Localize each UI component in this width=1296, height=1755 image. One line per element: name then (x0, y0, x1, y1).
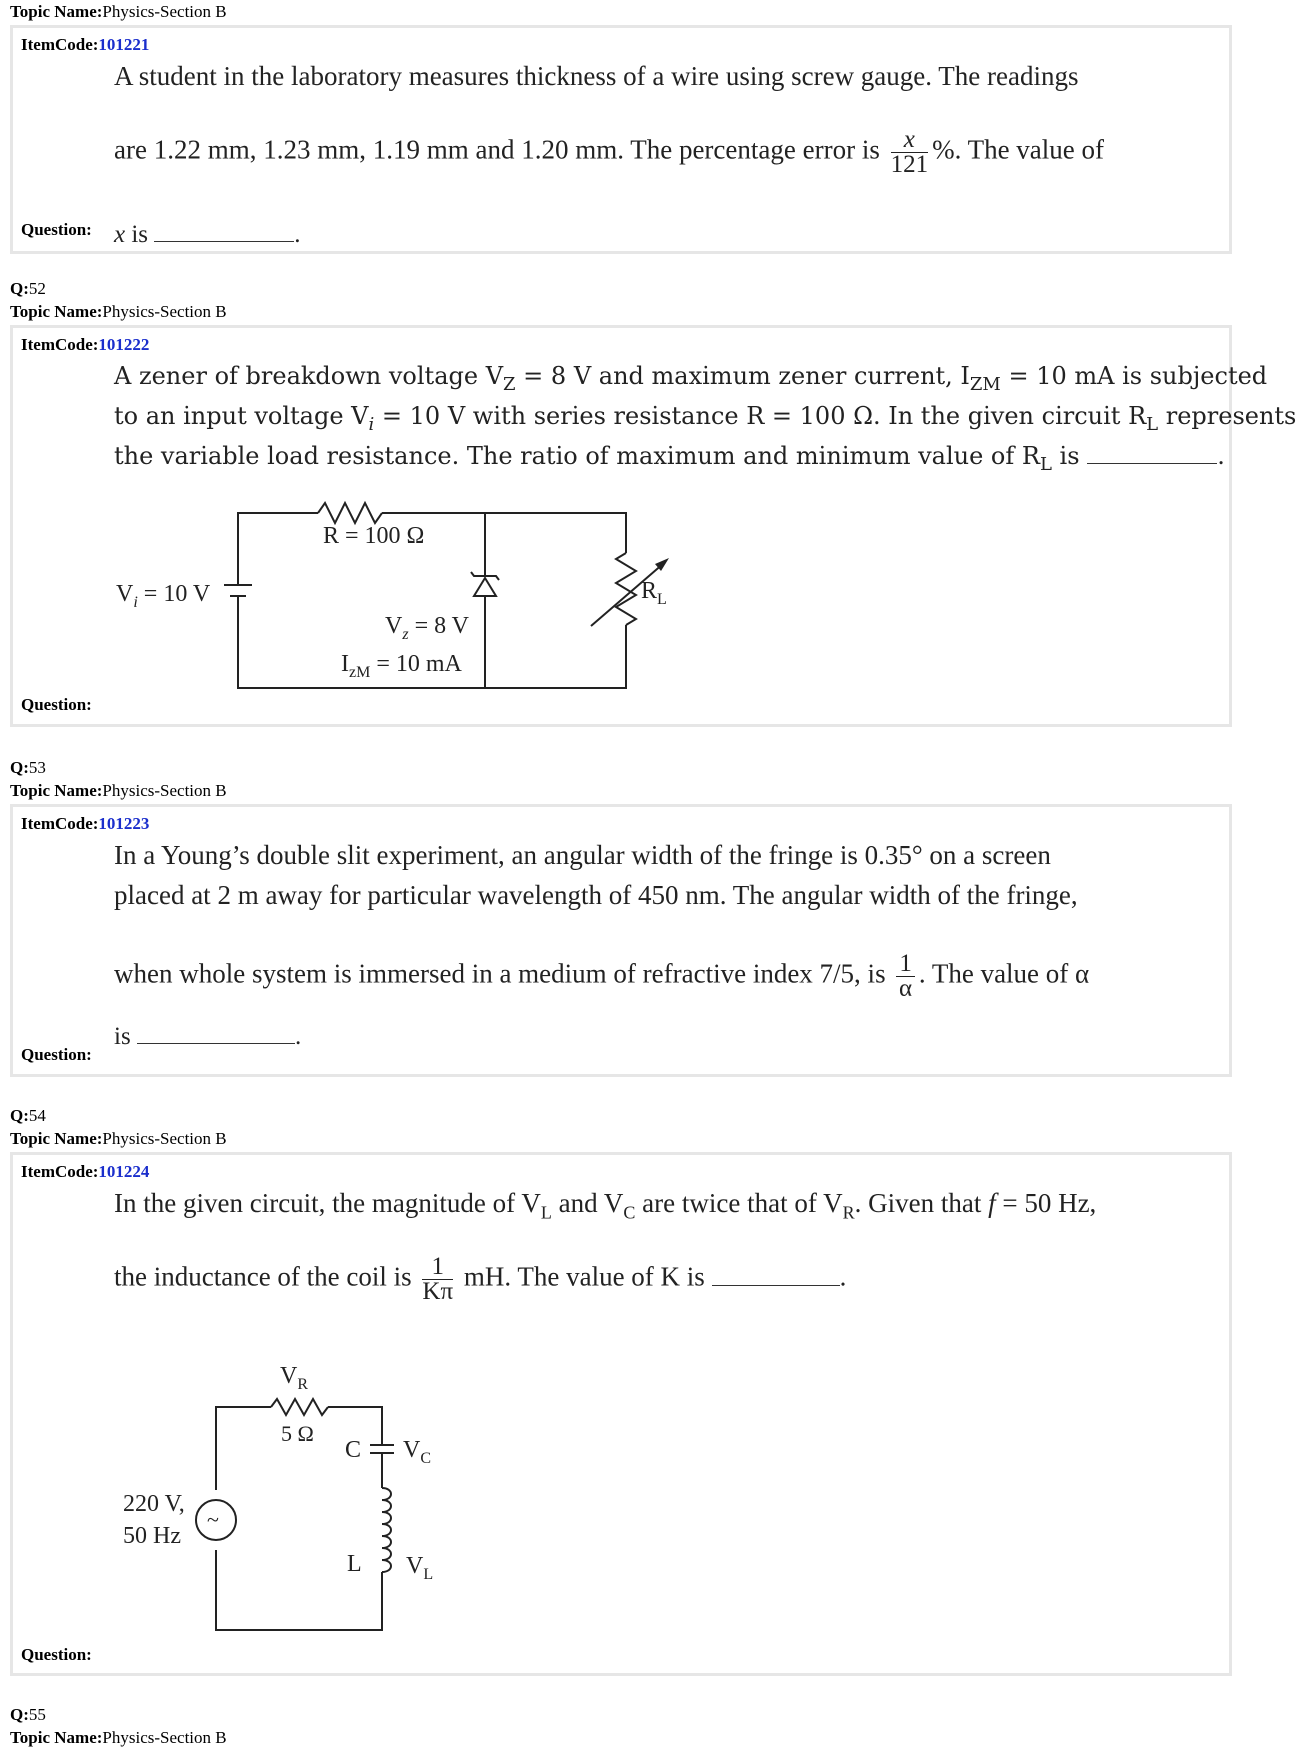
q52-line1: A zener of breakdown voltage $V_Z = 8$ V and maximum zener current, $I_{ZM} = 10$ mA is subjected (114, 362, 1268, 395)
q52-number (10, 279, 46, 299)
wire-top-left (238, 513, 318, 573)
topic-value: Physics-Section B (102, 2, 227, 21)
q53-itemcode (21, 814, 149, 834)
topic-value: Physics-Section B (102, 1129, 227, 1148)
q52-itemcode (21, 335, 149, 355)
izm-label: $I_{zM} = 10$ mA (341, 651, 462, 681)
q-num: 55 (28, 1705, 46, 1724)
answer-blank (712, 1281, 840, 1286)
q-num: 53 (28, 758, 46, 777)
answer-blank (137, 1039, 295, 1044)
q53-line4: is . (114, 1023, 302, 1050)
itemcode-value: 101224 (98, 1162, 150, 1181)
answer-blank (154, 237, 294, 242)
answer-blank (1087, 459, 1217, 464)
zener-circuit-diagram (103, 498, 703, 718)
q51-topic (10, 2, 227, 22)
resistor-r (318, 503, 382, 523)
q51-fraction (891, 128, 929, 177)
q-num: 52 (28, 279, 46, 298)
q51-line2b: %. The value of (932, 134, 1105, 165)
vl-label: $V_L$ (406, 1553, 434, 1583)
q51-card (10, 25, 1232, 254)
q53-number (10, 758, 46, 778)
topic-label: Topic Name: (10, 2, 103, 21)
q51-itemcode (21, 35, 149, 55)
q52-line3: the variable load resistance. The ratio of maximum and minimum value of $R_L$ is . (114, 442, 1225, 475)
topic-label: Topic Name: (10, 781, 103, 800)
q54-itemcode (21, 1162, 149, 1182)
q55-number (10, 1705, 46, 1725)
q54-line1: In the given circuit, the magnitude of $V_L$ and $V_C$ are twice that of $V_R$. Given that f = 50 Hz, (114, 1188, 1097, 1223)
q-label: Q: (10, 758, 29, 777)
topic-value: Physics-Section B (102, 302, 227, 321)
q52-topic (10, 302, 227, 322)
itemcode-label: ItemCode: (21, 335, 99, 354)
q52-line2: to an input voltage $V_i = 10$ V with series resistance R = 100 Ω. In the given circuit $R_L$ represents (114, 402, 1296, 435)
q53-card (10, 804, 1232, 1077)
q54-card (10, 1152, 1232, 1676)
q51-line2a: are 1.22 mm, 1.23 mm, 1.19 mm and 1.20 mm. The percentage error is (114, 134, 880, 165)
c-label: C (345, 1437, 362, 1463)
q-label: Q: (10, 1705, 29, 1724)
vz-label: $V_z = 8$ V (385, 613, 470, 643)
vi-label: $V_i = 10$ V (116, 581, 211, 611)
q54-line2: the inductance of the coil is $\frac{1}{K\pi}$ mH. The value of K is . (114, 1253, 847, 1305)
itemcode-value: 101223 (98, 814, 150, 833)
q54-number (10, 1106, 46, 1126)
q53-fraction: $\frac{1}{\alpha}$ (896, 952, 915, 1001)
lcr-circuit-diagram (93, 1343, 513, 1643)
itemcode-label: ItemCode: (21, 1162, 99, 1181)
q52-question-label: Question: (21, 695, 92, 714)
q51-line1: A student in the laboratory measures thickness of a wire using screw gauge. The readings (114, 61, 1079, 91)
itemcode-value: 101221 (98, 35, 150, 54)
q52-card (10, 325, 1296, 727)
itemcode-label: ItemCode: (21, 814, 99, 833)
l-label: L (347, 1551, 362, 1577)
q-label: Q: (10, 1106, 29, 1125)
q51-question-label: Question: (21, 220, 92, 239)
q53-line2: placed at 2 m away for particular wavelength of 450 nm. The angular width of the fringe, (114, 880, 1078, 910)
itemcode-value: 101222 (98, 335, 150, 354)
ac-source-symbol: ~ (207, 1507, 219, 1532)
resistor-5ohm (271, 1399, 328, 1415)
topic-label: Topic Name: (10, 1728, 103, 1747)
vc-label: $V_C$ (403, 1437, 432, 1467)
q51-frac-num: x (891, 128, 929, 153)
q54-fraction: $\frac{1}{K\pi}$ (422, 1253, 454, 1305)
q51-line3: x is . (114, 221, 301, 248)
topic-value: Physics-Section B (102, 781, 227, 800)
q54-question-label: Question: (21, 1645, 92, 1664)
q-label: Q: (10, 279, 29, 298)
rl-label: $R_L$ (641, 578, 667, 608)
inductor-coil (382, 1488, 391, 1572)
q53-topic (10, 781, 227, 801)
r-label: R = 100 Ω (323, 523, 425, 549)
vr-label: $V_R$ (280, 1363, 309, 1393)
zener-diode (474, 578, 496, 596)
topic-label: Topic Name: (10, 1129, 103, 1148)
source-frequency-label: 50 Hz (123, 1523, 181, 1549)
r-value-label: 5 Ω (281, 1421, 314, 1446)
q-num: 54 (28, 1106, 46, 1125)
q51-frac-den: 121 (890, 151, 929, 178)
q54-topic (10, 1129, 227, 1149)
itemcode-label: ItemCode: (21, 35, 99, 54)
source-voltage-label: 220 V, (123, 1491, 185, 1517)
q53-question-label: Question: (21, 1045, 92, 1064)
q53-line1: In a Young’s double slit experiment, an angular width of the fringe is 0.35° on a screen (114, 840, 1051, 870)
q53-line3: when whole system is immersed in a medium of refractive index 7/5, is $\frac{1}{\alpha}$ . The value of α (114, 950, 1090, 1002)
topic-value: Physics-Section B (102, 1728, 227, 1747)
q51-line2 (114, 128, 1104, 177)
topic-label: Topic Name: (10, 302, 103, 321)
wire-left-top (216, 1407, 271, 1490)
q55-topic (10, 1728, 227, 1748)
